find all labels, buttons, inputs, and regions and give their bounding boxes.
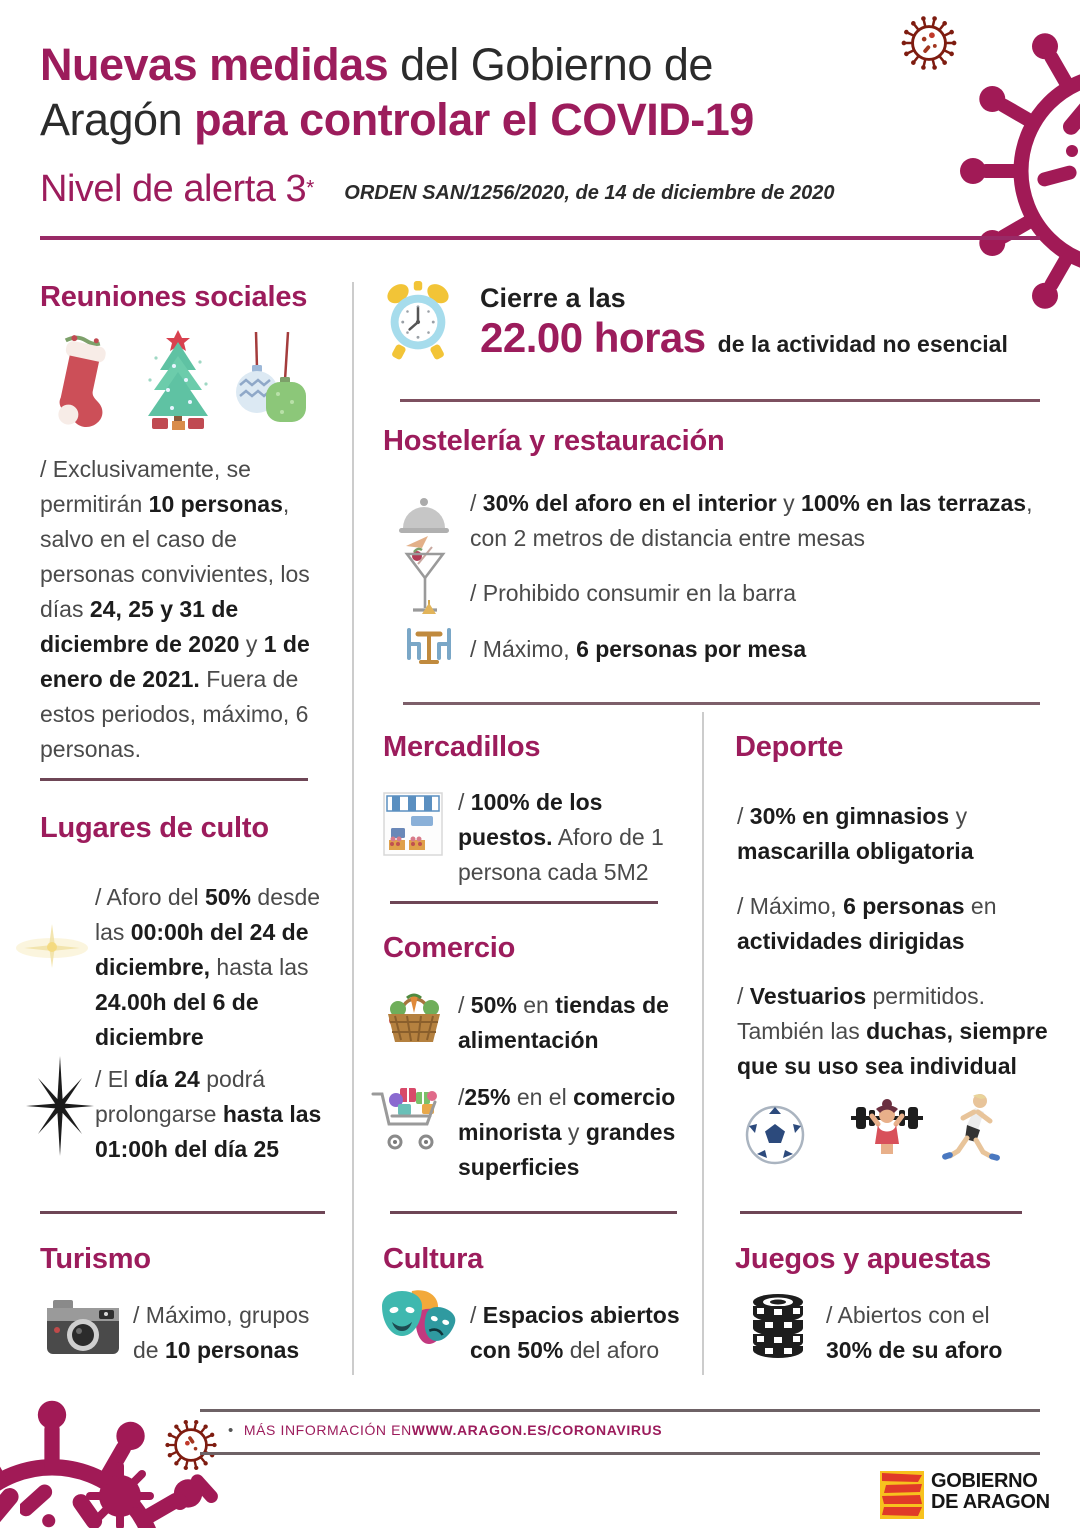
title-accent-2: para controlar el COVID-19 — [194, 93, 754, 145]
market-stall-icon — [383, 792, 443, 856]
title-accent-1: Nuevas medidas — [40, 39, 389, 90]
culto-item-1: / Aforo del 50% desde las 00:00h del 24 de diciembre, hasta las 24.00h del 6 de diciembre — [95, 884, 321, 1050]
christmas-stocking-icon — [38, 330, 120, 428]
title-line-2 — [40, 93, 870, 148]
ornaments-icon — [226, 332, 308, 426]
closure-banner — [480, 283, 1008, 362]
deporte-item-1: / 30% en gimnasios y mascarilla obligatoria — [737, 803, 974, 864]
comercio-item-1: / 50% en tiendas de alimentación — [458, 992, 669, 1053]
page-title — [40, 38, 870, 148]
virus-icon-small-bottom-left — [162, 1416, 220, 1474]
title-line-1 — [40, 38, 870, 93]
aragon-flag-icon — [880, 1471, 924, 1519]
footer-url: WWW.ARAGON.ES/CORONAVIRUS — [411, 1422, 663, 1438]
footer-info — [228, 1422, 662, 1439]
alert-row — [40, 168, 835, 211]
closure-suffix: de la actividad no esencial — [717, 331, 1008, 357]
serving-cloche-icon — [396, 490, 452, 548]
poker-chips-icon — [748, 1292, 808, 1360]
section-title-cultura: Cultura — [383, 1243, 484, 1275]
comercio-item-2: /25% en el comercio minorista y grandes superficies — [458, 1084, 676, 1180]
weightlifter-icon — [848, 1096, 926, 1170]
turismo-divider — [40, 1211, 325, 1214]
section-title-turismo: Turismo — [40, 1243, 151, 1275]
section-title-reuniones: Reuniones sociales — [40, 281, 308, 313]
deporte-item-3: / Vestuarios permitidos. También las duchas, siempre que su uso sea individual — [737, 983, 1048, 1079]
runner-icon — [940, 1092, 1000, 1174]
reuniones-divider — [40, 778, 308, 781]
title-rest-2: Aragón — [40, 93, 195, 145]
gobierno-aragon-logo — [880, 1471, 1050, 1519]
logo-line-2: DE ARAGON — [931, 1491, 1050, 1513]
footer-info-prefix: MÁS INFORMACIÓN EN — [243, 1422, 412, 1438]
logo-text — [931, 1471, 1050, 1513]
title-rest-1: del Gobierno de — [388, 39, 713, 90]
closure-time: 22.00 horas — [480, 314, 706, 361]
section-title-deporte: Deporte — [735, 731, 844, 763]
alarm-clock-icon — [383, 280, 453, 362]
food-basket-icon — [383, 986, 445, 1048]
column-divider-left — [352, 282, 354, 1375]
section-title-juegos: Juegos y apuestas — [735, 1243, 992, 1275]
shopping-cart-icon — [370, 1080, 448, 1156]
deporte-item-2: / Máximo, 6 personas en actividades dirigidas — [737, 893, 997, 954]
section-title-hosteleria: Hostelería y restauración — [383, 425, 725, 457]
candle-glow-icon — [14, 910, 90, 980]
section-title-comercio: Comercio — [383, 932, 516, 964]
christmas-tree-icon — [134, 328, 222, 432]
cultura-body: / Espacios abiertos con 50% del aforo — [470, 1302, 680, 1363]
camera-icon — [45, 1294, 121, 1360]
hosteleria-item-2: / Prohibido consumir en la barra — [470, 580, 796, 606]
hosteleria-item-3: / Máximo, 6 personas por mesa — [470, 636, 807, 662]
closure-prefix: Cierre a las — [480, 283, 626, 313]
hosteleria-divider — [403, 702, 1040, 705]
hosteleria-item-1: / 30% del aforo en el interior y 100% en las terrazas, con 2 metros de distancia entre mesas — [470, 490, 1033, 551]
virus-icon-small-top-right — [898, 12, 960, 74]
closure-line — [480, 314, 1008, 362]
footer-line-top — [200, 1409, 1040, 1412]
order-reference: ORDEN SAN/1256/2020, de 14 de diciembre de 2020 — [344, 182, 835, 204]
juegos-body: / Abiertos con el 30% de su aforo — [826, 1302, 1003, 1363]
footer-bullet: • — [228, 1422, 234, 1439]
section-title-mercadillos: Mercadillos — [383, 731, 541, 763]
closure-divider — [400, 399, 1040, 402]
table-chairs-icon — [396, 598, 462, 672]
reuniones-body: / Exclusivamente, se permitirán 10 personas, salvo en el caso de personas convivientes, los días 24, 25 y 31 de diciembre de 2020 y 1 de enero de 2021. Fuera de estos periodos, máximo, 6 personas. — [40, 456, 310, 762]
star-icon — [22, 1056, 98, 1156]
header-rule — [40, 236, 1040, 240]
culto-item-2: / El día 24 podrá prolongarse hasta las 01:00h del día 25 — [95, 1066, 322, 1162]
gifts — [389, 1088, 437, 1115]
alert-level: Nivel de alerta 3* — [40, 168, 315, 210]
soccer-ball-icon — [744, 1104, 806, 1166]
alert-asterisk: * — [306, 176, 315, 200]
section-title-culto: Lugares de culto — [40, 812, 269, 844]
turismo-body: / Máximo, grupos de 10 personas — [133, 1302, 310, 1363]
mercadillos-body: / 100% de los puestos. Aforo de 1 persona cada 5M2 — [458, 789, 664, 885]
cultura-divider — [390, 1211, 677, 1214]
footer-line-bottom — [200, 1452, 1040, 1455]
logo-line-1: GOBIERNO — [931, 1470, 1038, 1492]
theater-masks-icon — [378, 1288, 462, 1364]
mercadillos-divider — [390, 901, 658, 904]
juegos-divider — [740, 1211, 1022, 1214]
